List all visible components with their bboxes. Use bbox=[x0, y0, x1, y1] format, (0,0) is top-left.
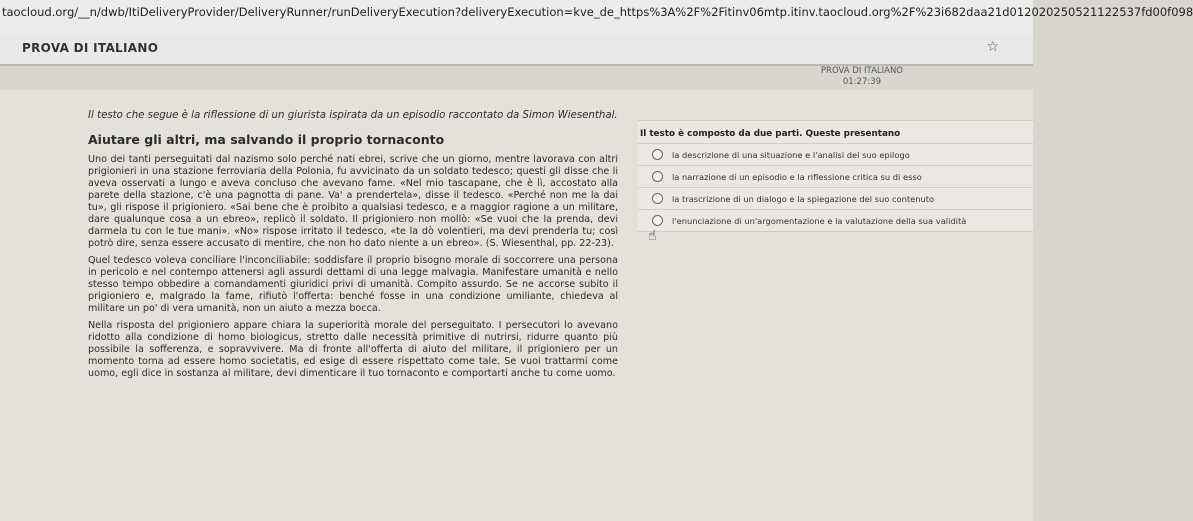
test-info bbox=[821, 66, 903, 88]
question-stem: Il testo è composto da due parti. Queste presentano bbox=[638, 121, 1033, 144]
answer-option-label: l'enunciazione di un'argomentazione e la valutazione della sua validità bbox=[672, 215, 967, 226]
question-panel bbox=[638, 120, 1033, 232]
test-info-title: PROVA DI ITALIANO bbox=[820, 66, 903, 76]
url-text[interactable]: taocloud.org/__n/dwb/ItiDeliveryProvider/DeliveryRunner/runDeliveryExecution?deliveryExecution=kve_de_https%3A%2F%2Fitinv06mtp.itinv.taocloud.org%2F%23i682daa21d01202025052112253​7fd00f098 bbox=[2, 5, 1193, 19]
answer-option-c[interactable] bbox=[638, 188, 1033, 210]
answer-option-b[interactable] bbox=[638, 166, 1033, 188]
passage-paragraph: Quel tedesco voleva conciliare l'inconciliabile: soddisfare il proprio bisogno morale di soccorrere una persona in pericolo e nel contempo attenersi agli assurdi dettami di una legge malvagia. Manifestare umanità e nello stesso tempo obbedire a comandamenti giuridici privi di umanità. Compito assurdo. Se ne accorse subito il prigioniero e, malgrado la fame, rifiutò l'offerta: benché fosse in una condizione umiliante, chiedeva al militare un po' di vera umanità, non un aiuto a mezza bocca. bbox=[88, 255, 618, 314]
answer-option-d[interactable] bbox=[638, 210, 1033, 232]
answer-option-label: la descrizione di una situazione e l'analisi del suo epilogo bbox=[672, 149, 910, 160]
passage-intro: Il testo che segue è la riflessione di un giurista ispirata da un episodio raccontato da Simon Wiesenthal. bbox=[88, 110, 618, 121]
hand-cursor-icon: ☝ bbox=[648, 228, 657, 244]
passage-panel bbox=[88, 110, 618, 385]
passage-title: Aiutare gli altri, ma salvando il proprio tornaconto bbox=[88, 132, 445, 147]
answer-option-a[interactable] bbox=[638, 144, 1033, 166]
radio-icon[interactable] bbox=[652, 171, 663, 182]
page-title: PROVA DI ITALIANO bbox=[22, 41, 159, 55]
answer-option-label: la trascrizione di un dialogo e la spiegazione del suo contenuto bbox=[672, 193, 935, 204]
browser-url-bar[interactable] bbox=[0, 0, 1193, 37]
passage-paragraph: Uno dei tanti perseguitati dal nazismo solo perché nati ebrei, scrive che un giorno, mentre lavorava con altri prigionieri in una stazione ferroviaria della Polonia, fu avvicinato da un soldato tedesco; questi gli disse che li aveva osservati a lungo e aveva concluso che avevano fame. «Nel mio tascapane, che è lì, accostato alla parete della stazione, c'è una pagnotta di pane. Va' a prendertela», disse il tedesco. «Perché non me la dai tu», gli rispose il prigioniero. «Sai bene che è proibito a qualsiasi tedesco, e a maggior ragione a un militare, dare qualunque cosa a un ebreo», replicò il soldato. Il prigioniero non mollò: «Se vuoi che la prenda, devi darmela tu con le tue mani». «No» rispose irritato il tedesco, «te la dò volentieri, ma devi prenderla tu; così potrò dire, senza essere accusato di mentire, che non ho dato niente a un ebreo». (S. Wiesenthal, pp. 22-23). bbox=[88, 154, 618, 249]
answer-option-label: la narrazione di un episodio e la riflessione critica su di esso bbox=[672, 171, 922, 182]
radio-icon[interactable] bbox=[652, 215, 663, 226]
test-content bbox=[0, 90, 1033, 521]
star-icon[interactable]: ☆ bbox=[986, 39, 999, 55]
timer: 01:27:39 bbox=[842, 77, 882, 87]
app-header bbox=[0, 36, 1033, 66]
radio-icon[interactable] bbox=[652, 149, 663, 160]
radio-icon[interactable] bbox=[652, 193, 663, 204]
passage-paragraph: Nella risposta del prigioniero appare chiara la superiorità morale del perseguitato. I persecutori lo avevano ridotto alla condizione di homo biologicus, stretto dalle necessità primitive di nutrirsi, ridurre quanto più possibile la sofferenza, e sopravvivere. Ma di fronte all'offerta di aiuto del militare, il prigioniero per un momento torna ad essere homo societatis, ed esige di essere rispettato come tale. Se vuoi trattarmi come uomo, egli dice in sostanza al militare, devi dimenticare il tuo tornaconto e comportarti anche tu come uomo. bbox=[88, 320, 618, 379]
